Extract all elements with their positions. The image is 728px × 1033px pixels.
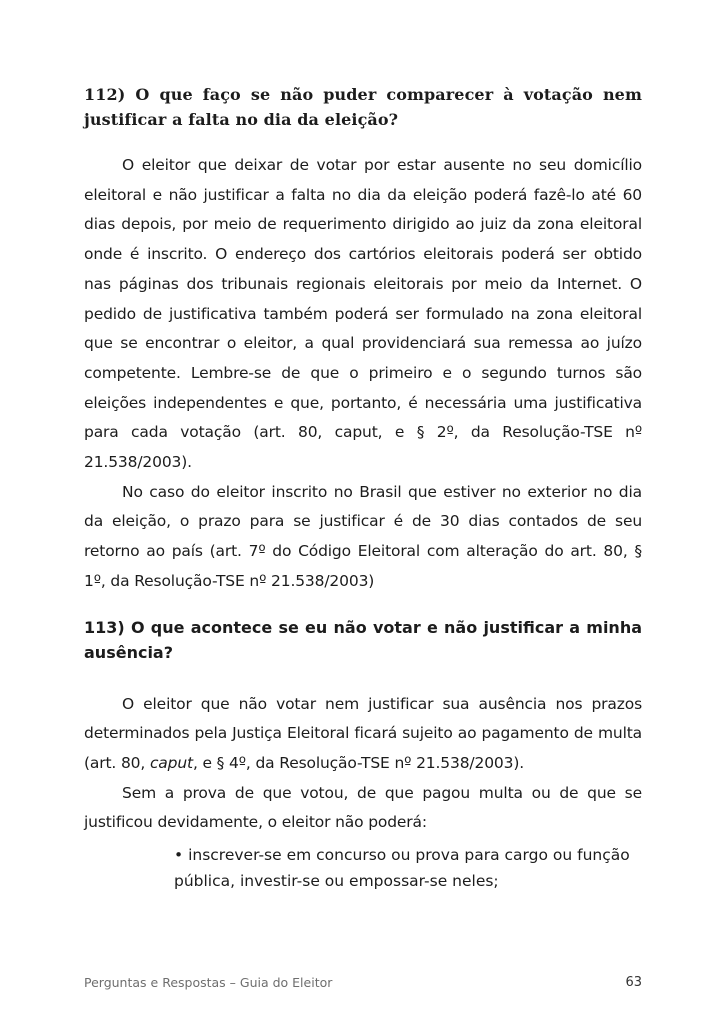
page-content [84, 82, 642, 894]
answer-text: , e § 4º, da Resolução-TSE nº 21.538/2003). [192, 753, 524, 772]
question-113-heading: 113) O que acontece se eu não votar e não justificar a minha ausência? [84, 617, 642, 662]
page-number: 63 [625, 975, 642, 990]
question-112-heading: 112) O que faço se não puder comparecer à votação nem justificar a falta no dia da eleição? [84, 85, 642, 129]
page-footer [84, 975, 642, 990]
answer-text: O eleitor que não votar nem justificar sua ausência nos prazos determinados pela Justiça Eleitoral ficará sujeito ao pagamento de multa (art. 80, [84, 694, 642, 772]
question-112-answer-paragraph-2: No caso do eleitor inscrito no Brasil que estiver no exterior no dia da eleição, o prazo para se justificar é de 30 dias contados de seu retorno ao país (art. 7º do Código Eleitoral com alteração do art. 80, § 1º, da Resolução-TSE nº 21.538/2003) [84, 482, 642, 590]
spacer [84, 597, 642, 615]
spacer [84, 132, 642, 151]
spacer [84, 665, 642, 690]
bullet-item: • inscrever-se em concurso ou prova para cargo ou função pública, investir-se ou empossar-se neles; [174, 846, 630, 891]
answer-italic-term: caput [149, 753, 193, 772]
question-113-answer-paragraph-2: Sem a prova de que votou, de que pagou multa ou de que se justificou devidamente, o eleitor não poderá: [84, 783, 642, 832]
footer-book-title: Perguntas e Respostas – Guia do Eleitor [84, 975, 333, 990]
question-113-answer-paragraph-1 [84, 690, 642, 779]
question-112-answer-paragraph-1: O eleitor que deixar de votar por estar ausente no seu domicílio eleitoral e não justificar a falta no dia da eleição poderá fazê-lo até 60 dias depois, por meio de requerimento dirigido ao juiz da zona eleitoral onde é inscrito. O endereço dos cartórios eleitorais poderá ser obtido nas páginas dos tribunais regionais eleitorais por meio da Internet. O pedido de justificativa também poderá ser formulado na zona eleitoral que se encontrar o eleitor, a qual providenciará sua remessa ao juízo competente. Lembre-se de que o primeiro e o segundo turnos são eleições independentes e que, portanto, é necessária uma justificativa para cada votação (art. 80, caput, e § 2º, da Resolução-TSE nº 21.538/2003). [84, 156, 642, 472]
